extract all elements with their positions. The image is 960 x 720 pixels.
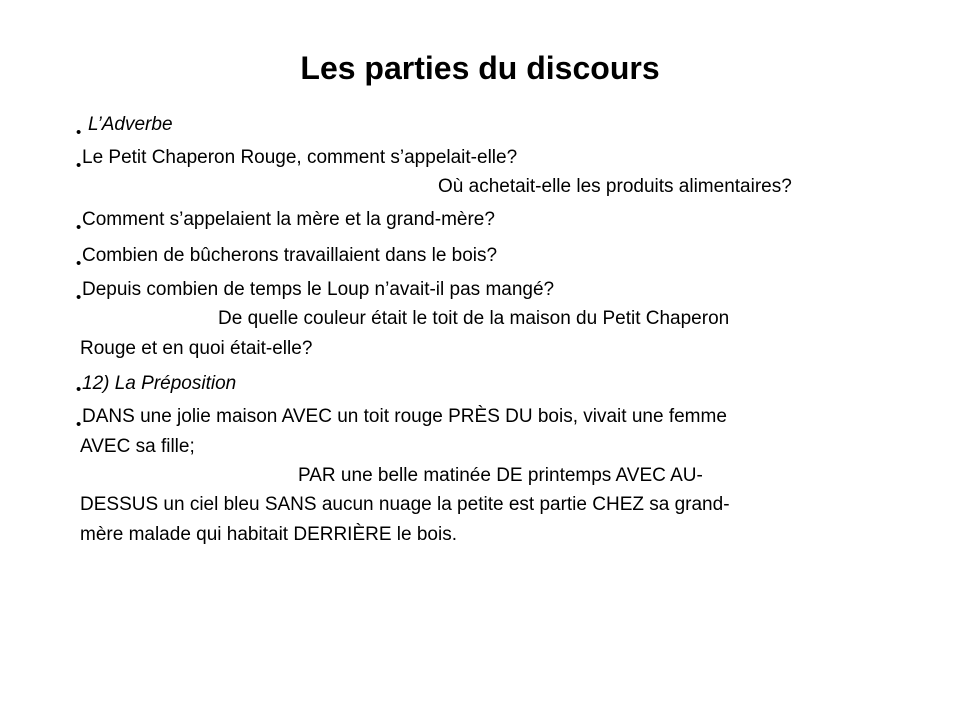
- bullet-text: Combien de bûcherons travaillaient dans le bois?: [82, 245, 498, 266]
- bullet-marker: •: [76, 255, 82, 272]
- continuation-text: DESSUS un ciel bleu SANS aucun nuage la petite est partie CHEZ sa grand-: [80, 494, 730, 515]
- slide-title: Les parties du discours: [300, 50, 660, 86]
- bullet-text-adverbe: L’Adverbe: [88, 114, 173, 135]
- bullet-marker: •: [76, 416, 82, 433]
- continuation-text: De quelle couleur était le toit de la maison du Petit Chaperon: [218, 308, 730, 329]
- continuation-text: AVEC sa fille;: [80, 436, 195, 457]
- continuation-text: Rouge et en quoi était-elle?: [80, 338, 313, 359]
- continuation-text: PAR une belle matinée DE printemps AVEC AU-: [298, 465, 703, 486]
- bullet-text: Comment s’appelaient la mère et la grand-mère?: [82, 209, 495, 230]
- bullet-text-preposition: 12) La Préposition: [82, 373, 237, 394]
- bullet-marker: •: [76, 289, 82, 306]
- bullet-marker: •: [76, 219, 82, 236]
- bullet-text: Le Petit Chaperon Rouge, comment s’appelait-elle?: [82, 147, 518, 168]
- bullet-text: DANS une jolie maison AVEC un toit rouge PRÈS DU bois, vivait une femme: [82, 406, 727, 427]
- bullet-marker: •: [76, 124, 82, 141]
- bullet-marker: •: [76, 381, 82, 398]
- continuation-text: mère malade qui habitait DERRIÈRE le bois.: [80, 524, 458, 545]
- continuation-text: Où achetait-elle les produits alimentaires?: [438, 176, 792, 197]
- bullet-marker: •: [76, 157, 82, 174]
- bullet-text: Depuis combien de temps le Loup n’avait-il pas mangé?: [82, 279, 555, 300]
